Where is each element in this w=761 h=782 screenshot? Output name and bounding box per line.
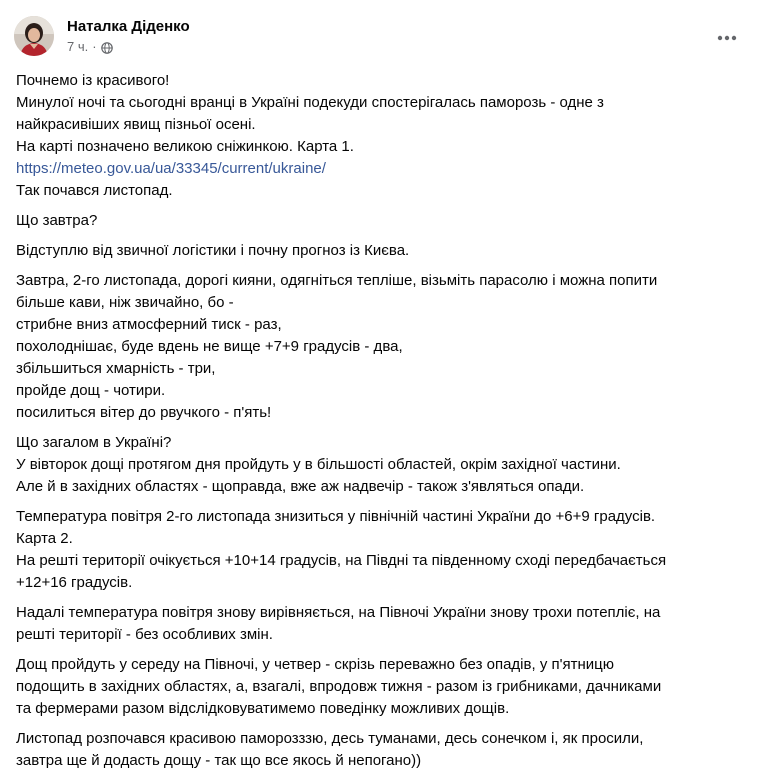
post-line: збільшиться хмарність - три,: [16, 360, 216, 377]
post-line: Що загалом в Україні?: [16, 434, 172, 451]
post-text: [16, 70, 746, 780]
post-line: та фермерами разом відслідковуватимемо поведінку можливих дощів.: [16, 700, 510, 717]
post-paragraph: [16, 602, 746, 646]
post-paragraph: [16, 210, 746, 232]
globe-icon[interactable]: [101, 41, 113, 53]
author-block: [67, 17, 190, 56]
post-line: Температура повітря 2-го листопада знизиться у північній частині України до +6+9 градусів.: [16, 508, 656, 525]
post-paragraph: [16, 728, 746, 772]
post-line: Так почався листопад.: [16, 182, 173, 199]
post-line: Почнемо із красивого!: [16, 72, 170, 89]
post-paragraph: [16, 654, 746, 720]
post-line: найкрасивіших явищ пізньої осені.: [16, 116, 256, 133]
more-options-button[interactable]: [709, 20, 745, 56]
post-paragraph: [16, 506, 746, 594]
post-paragraph: [16, 240, 746, 262]
post-meta: [67, 38, 190, 56]
post-line: більше кави, ніж звичайно, бо -: [16, 294, 234, 311]
more-horizontal-icon: [717, 35, 737, 41]
post-line: Але й в західних областях - щоправда, вже аж надвечір - також з'являться опади.: [16, 478, 585, 495]
post-line: подощить в західних областях, а, взагалі, впродовж тижня - разом із грибниками, дачниками: [16, 678, 662, 695]
post-line: Листопад розпочався красивою паморозззю, десь туманами, десь сонечком і, як просили,: [16, 730, 644, 747]
author-name[interactable]: Наталка Діденко: [67, 17, 190, 35]
avatar-image: [14, 16, 54, 56]
post-line: пройде дощ - чотири.: [16, 382, 166, 399]
post-line: похолоднішає, буде вдень не вище +7+9 градусів - два,: [16, 338, 403, 355]
post-line: +12+16 градусів.: [16, 574, 133, 591]
post-line: Минулої ночі та сьогодні вранці в Україні подекуди спостерігалась паморозь - одне з: [16, 94, 604, 111]
post-paragraph: [16, 70, 746, 202]
post-paragraph: [16, 270, 746, 424]
post-line: Надалі температура повітря знову вирівняється, на Півночі України знову трохи потепліє, на: [16, 604, 661, 621]
post-line: У вівторок дощі протягом дня пройдуть у в більшості областей, окрім західної частини.: [16, 456, 621, 473]
post-line: стрибне вниз атмосферний тиск - раз,: [16, 316, 282, 333]
avatar[interactable]: [14, 16, 54, 56]
post-line: Відступлю від звичної логістики і почну прогноз із Києва.: [16, 242, 410, 259]
post-line: решті території - без особливих змін.: [16, 626, 273, 643]
post-line: завтра ще й додасть дощу - так що все якось й непогано)): [16, 752, 422, 769]
post-line: посилиться вітер до рвучкого - п'ять!: [16, 404, 272, 421]
post-line: На карті позначено великою сніжинкою. Карта 1.: [16, 138, 354, 155]
post-header: [14, 12, 190, 60]
post-line: Дощ пройдуть у середу на Півночі, у четвер - скрізь переважно без опадів, у п'ятницю: [16, 656, 614, 673]
post-line: Завтра, 2-го листопада, дорогі кияни, одягніться тепліше, візьміть парасолю і можна попити: [16, 272, 658, 289]
post-time[interactable]: 7 ч.: [67, 38, 89, 54]
post-line: Що завтра?: [16, 212, 98, 229]
post-line: Карта 2.: [16, 530, 73, 547]
meta-separator: ·: [92, 38, 97, 54]
post-line: На решті території очікується +10+14 градусів, на Півдні та південному сході передбачається: [16, 552, 667, 569]
post-link[interactable]: https://meteo.gov.ua/ua/33345/current/ukraine/: [16, 160, 326, 177]
post-paragraph: [16, 432, 746, 498]
